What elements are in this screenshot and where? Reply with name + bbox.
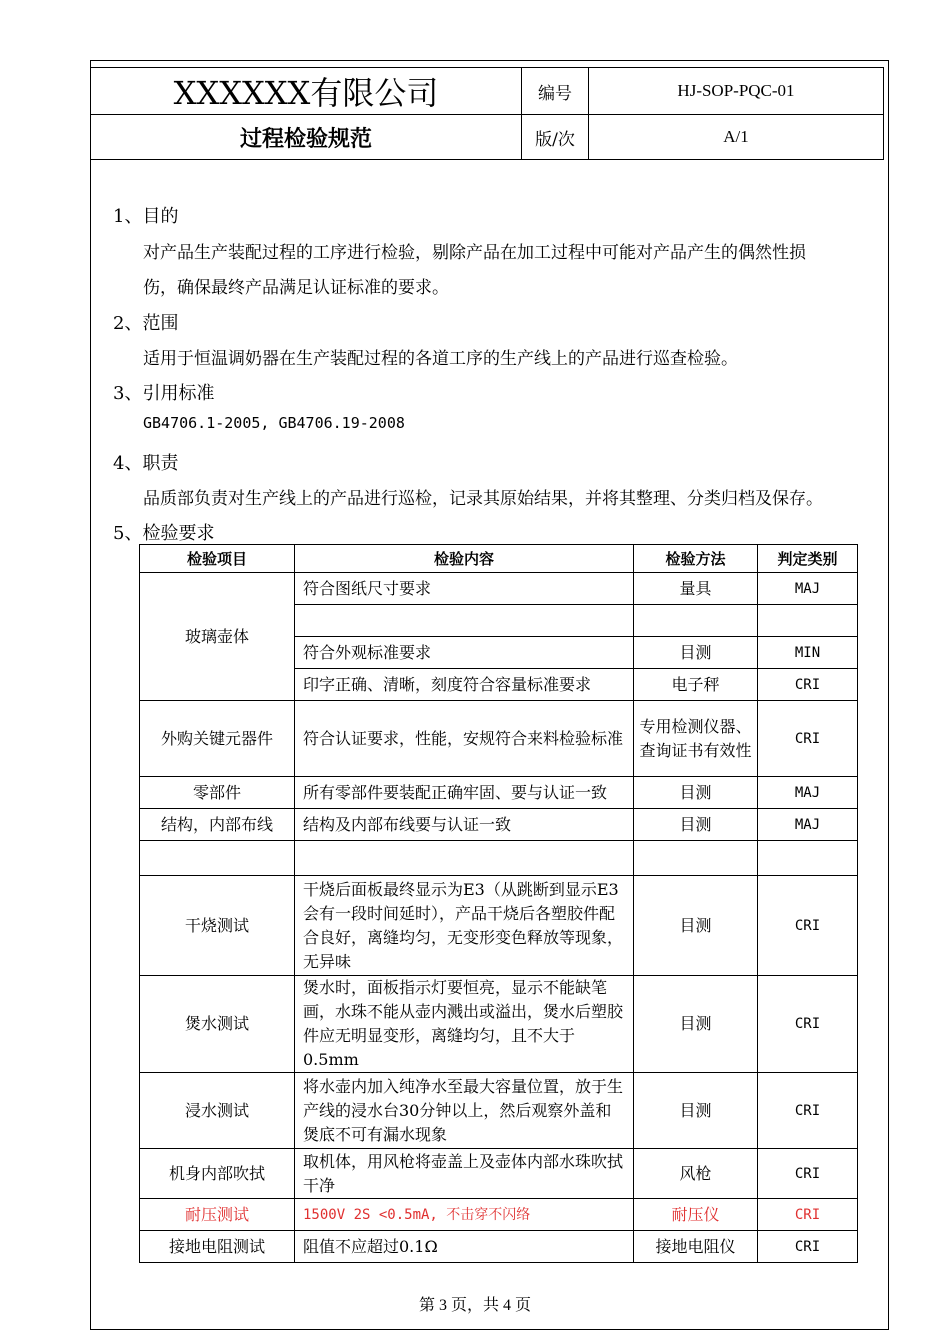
item-cell xyxy=(140,841,295,876)
table-row xyxy=(140,1149,858,1199)
category-cell: CRI xyxy=(758,1231,858,1263)
content-cell: 结构及内部布线要与认证一致 xyxy=(295,809,634,841)
column-header-method: 检验方法 xyxy=(634,545,758,573)
method-cell: 目测 xyxy=(634,637,758,669)
category-cell: MAJ xyxy=(758,573,858,605)
table-header-row xyxy=(140,545,858,573)
category-cell: CRI xyxy=(758,1149,858,1199)
section-title-purpose: 1、目的 xyxy=(113,206,179,227)
table-row xyxy=(140,1073,858,1149)
table-row xyxy=(140,573,858,605)
category-cell: MAJ xyxy=(758,809,858,841)
content-cell: 将水壶内加入纯净水至最大容量位置，放于生产线的浸水台30分钟以上，然后观察外盖和煲底不可有漏水现象 xyxy=(295,1073,634,1149)
method-cell: 目测 xyxy=(634,976,758,1073)
content-cell: 符合图纸尺寸要求 xyxy=(295,573,634,605)
content-cell: 1500V 2S <0.5mA, 不击穿不闪络 xyxy=(295,1199,634,1231)
item-cell: 浸水测试 xyxy=(140,1073,295,1149)
category-cell: CRI xyxy=(758,976,858,1073)
category-cell xyxy=(758,605,858,637)
category-cell: CRI xyxy=(758,1199,858,1231)
item-cell: 零部件 xyxy=(140,777,295,809)
version-value: A/1 xyxy=(589,115,884,160)
responsibility-text: 品质部负责对生产线上的产品进行巡检，记录其原始结果，并将其整理、分类归档及保存。 xyxy=(143,489,823,509)
item-cell: 机身内部吹拭 xyxy=(140,1149,295,1199)
method-cell xyxy=(634,841,758,876)
version-label: 版/次 xyxy=(522,115,589,160)
table-row xyxy=(140,1231,858,1263)
section-title-requirements: 5、检验要求 xyxy=(113,523,215,544)
item-cell: 耐压测试 xyxy=(140,1199,295,1231)
scope-text: 适用于恒温调奶器在生产装配过程的各道工序的生产线上的产品进行巡查检验。 xyxy=(143,349,738,369)
content-cell: 印字正确、清晰，刻度符合容量标准要求 xyxy=(295,669,634,701)
table-row-highlighted xyxy=(140,1199,858,1231)
item-cell: 外购关键元器件 xyxy=(140,701,295,777)
section-title-standards: 3、引用标准 xyxy=(113,383,215,404)
category-cell: MIN xyxy=(758,637,858,669)
company-name: XXXXXX有限公司 xyxy=(91,68,522,115)
method-cell: 目测 xyxy=(634,1073,758,1149)
method-cell: 目测 xyxy=(634,809,758,841)
content-cell: 阻值不应超过0.1Ω xyxy=(295,1231,634,1263)
category-cell xyxy=(758,841,858,876)
inspection-table xyxy=(139,544,858,1263)
item-cell: 接地电阻测试 xyxy=(140,1231,295,1263)
content-cell: 干烧后面板最终显示为E3（从跳断到显示E3会有一段时间延时），产品干烧后各塑胶件配合良好，离缝均匀，无变形变色释放等现象，无异味 xyxy=(295,876,634,976)
content-cell xyxy=(295,605,634,637)
table-row xyxy=(140,701,858,777)
standards-text: GB4706.1-2005, GB4706.19-2008 xyxy=(143,414,405,432)
category-cell: CRI xyxy=(758,669,858,701)
method-cell: 专用检测仪器、查询证书有效性 xyxy=(634,701,758,777)
method-cell: 目测 xyxy=(634,777,758,809)
method-cell: 目测 xyxy=(634,876,758,976)
content-cell: 所有零部件要装配正确牢固、要与认证一致 xyxy=(295,777,634,809)
method-cell xyxy=(634,605,758,637)
method-cell: 风枪 xyxy=(634,1149,758,1199)
section-title-responsibility: 4、职责 xyxy=(113,453,179,474)
table-row xyxy=(140,841,858,876)
page-footer: 第 3 页，共 4 页 xyxy=(418,1297,531,1314)
content-cell: 符合外观标准要求 xyxy=(295,637,634,669)
purpose-text-line-1: 对产品生产装配过程的工序进行检验，剔除产品在加工过程中可能对产品产生的偶然性损 xyxy=(143,243,806,263)
category-cell: MAJ xyxy=(758,777,858,809)
category-cell: CRI xyxy=(758,876,858,976)
column-header-category: 判定类别 xyxy=(758,545,858,573)
content-cell xyxy=(295,841,634,876)
item-cell: 玻璃壶体 xyxy=(140,573,295,701)
content-cell: 取机体，用风枪将壶盖上及壶体内部水珠吹拭干净 xyxy=(295,1149,634,1199)
number-value: HJ-SOP-PQC-01 xyxy=(589,68,884,115)
item-cell: 干烧测试 xyxy=(140,876,295,976)
method-cell: 电子秤 xyxy=(634,669,758,701)
table-row xyxy=(140,976,858,1073)
section-title-scope: 2、范围 xyxy=(113,313,179,334)
content-cell: 煲水时，面板指示灯要恒亮，显示不能缺笔画，水珠不能从壶内溅出或溢出，煲水后塑胶件应无明显变形，离缝均匀，且不大于0.5mm xyxy=(295,976,634,1073)
category-cell: CRI xyxy=(758,701,858,777)
table-row xyxy=(140,777,858,809)
item-cell: 结构，内部布线 xyxy=(140,809,295,841)
table-row xyxy=(140,809,858,841)
method-cell: 量具 xyxy=(634,573,758,605)
document-title: 过程检验规范 xyxy=(91,115,522,160)
document-header xyxy=(90,67,884,160)
table-row xyxy=(140,876,858,976)
column-header-item: 检验项目 xyxy=(140,545,295,573)
number-label: 编号 xyxy=(522,68,589,115)
column-header-content: 检验内容 xyxy=(295,545,634,573)
method-cell: 接地电阻仪 xyxy=(634,1231,758,1263)
method-cell: 耐压仪 xyxy=(634,1199,758,1231)
purpose-text-line-2: 伤，确保最终产品满足认证标准的要求。 xyxy=(143,278,449,298)
content-cell: 符合认证要求，性能，安规符合来料检验标准 xyxy=(295,701,634,777)
category-cell: CRI xyxy=(758,1073,858,1149)
item-cell: 煲水测试 xyxy=(140,976,295,1073)
